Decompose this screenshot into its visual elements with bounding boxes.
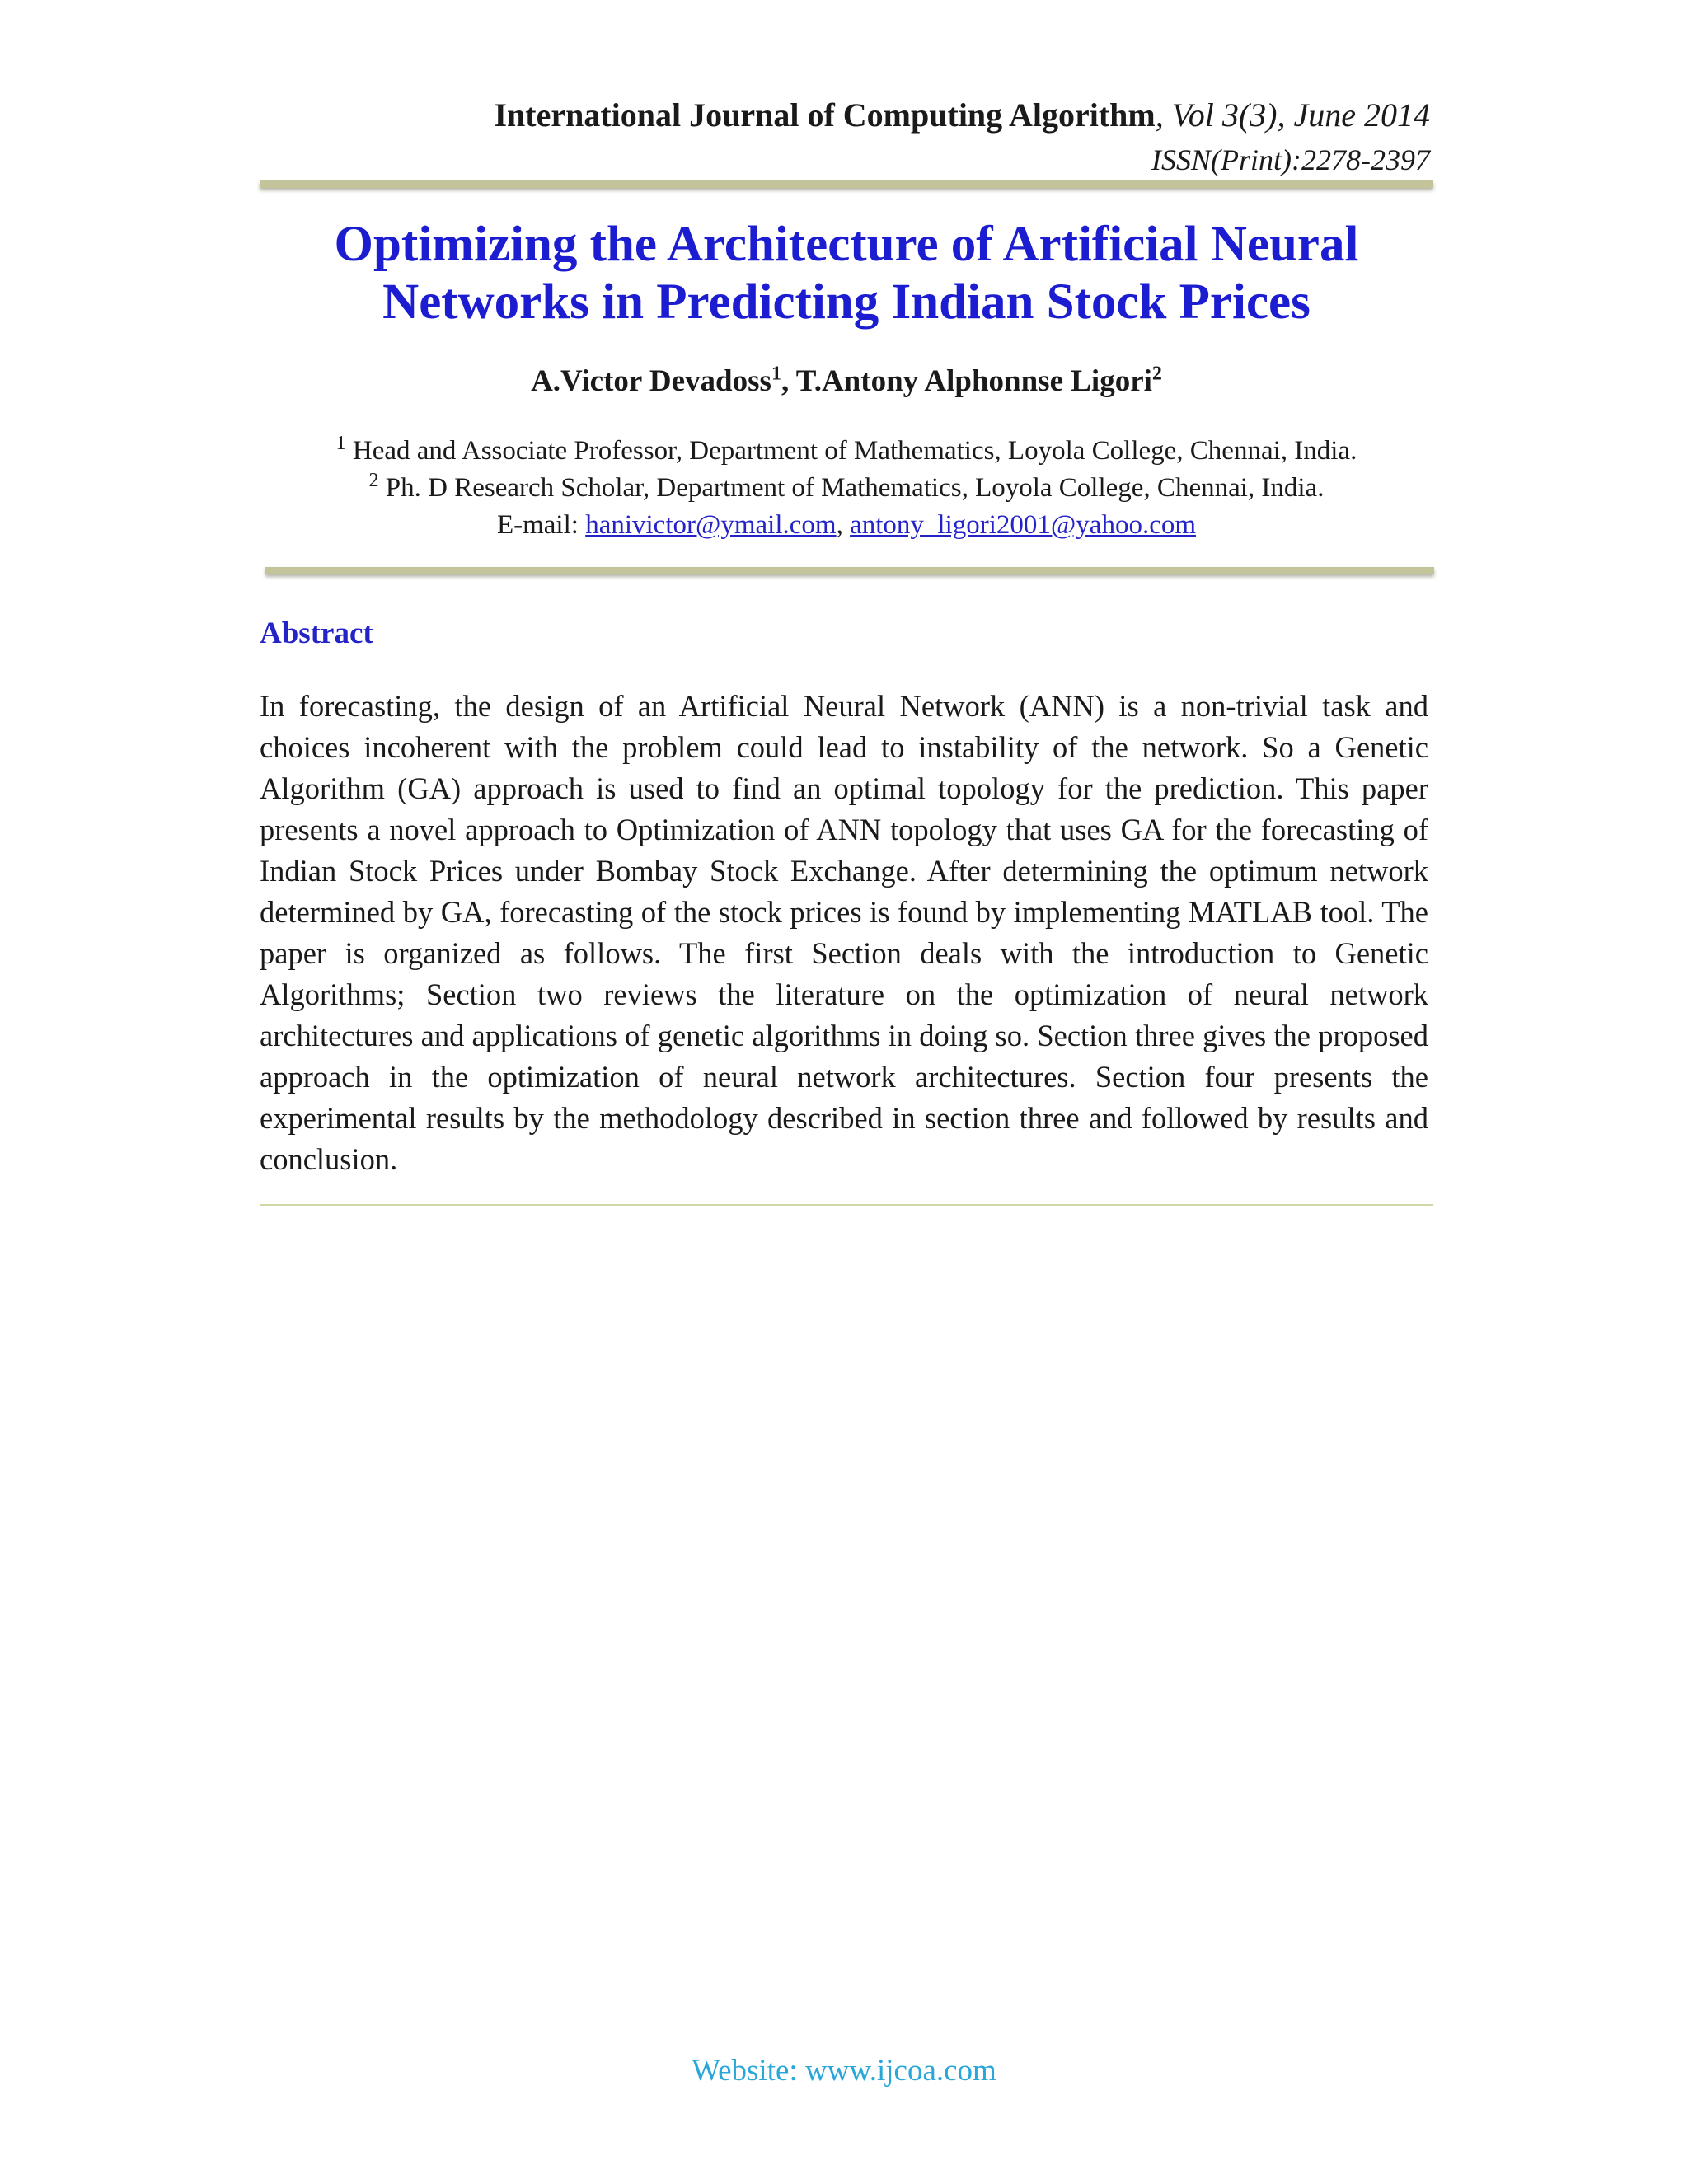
affiliation-block [260, 433, 1433, 544]
title-line-2: Networks in Predicting Indian Stock Prices [382, 274, 1311, 330]
author-1: A.Victor Devadoss [531, 364, 771, 398]
journal-name: International Journal of Computing Algorithm [494, 96, 1156, 134]
email-link-1[interactable]: hanivictor@ymail.com [585, 510, 837, 540]
author-list [260, 361, 1433, 402]
affiliation-1 [260, 433, 1433, 470]
author-2-affil-mark: 2 [1151, 363, 1162, 385]
affiliation-2 [260, 470, 1433, 507]
header-divider [260, 180, 1433, 188]
affiliation-2-mark: 2 [368, 470, 379, 491]
footer-website: Website: www.ijcoa.com [692, 2054, 996, 2088]
author-2: T.Antony Alphonnse Ligori [795, 364, 1152, 398]
email-link-2[interactable]: antony_ligori2001@yahoo.com [850, 510, 1197, 540]
journal-citation [260, 92, 1430, 138]
title-block [260, 216, 1433, 331]
journal-header [260, 92, 1430, 181]
abstract-heading: Abstract [260, 616, 373, 650]
abstract-divider [260, 1204, 1433, 1206]
paper-title [260, 216, 1433, 331]
email-label: E-mail: [496, 510, 586, 540]
affiliation-1-mark: 1 [335, 433, 346, 454]
title-line-1: Optimizing the Architecture of Artificial Neural [334, 217, 1359, 272]
journal-volume: , Vol 3(3), June 2014 [1155, 96, 1430, 134]
author-1-affil-mark: 1 [771, 363, 781, 385]
affiliation-2-text: Ph. D Research Scholar, Department of Mathematics, Loyola College, Chennai, India. [378, 473, 1325, 503]
author-divider [265, 567, 1434, 574]
abstract-body: In forecasting, the design of an Artificial Neural Network (ANN) is a non-trivial task and choices incoherent with the problem could lead to instability of the network. So a Genetic Algorithm (GA) approach is used to find an optimal topology for the prediction. This paper presents a novel approach to Optimization of ANN topology that uses GA for the forecasting of Indian Stock Prices under Bombay Stock Exchange. After determining the optimum network determined by GA, forecasting of the stock prices is found by implementing MATLAB tool. The paper is organized as follows. The first Section deals with the introduction to Genetic Algorithms; Section two reviews the literature on the optimization of neural network architectures and applications of genetic algorithms in doing so. Section three gives the proposed approach in the optimization of neural network architectures. Section four presents the experimental results by the methodology described in section three and followed by results and conclusion. [260, 689, 1428, 1176]
affiliation-1-text: Head and Associate Professor, Department of Mathematics, Loyola College, Chennai, India. [345, 436, 1357, 466]
email-separator: , [836, 510, 851, 540]
journal-issn: ISSN(Print):2278-2397 [1151, 143, 1430, 176]
email-line [260, 507, 1433, 544]
author-separator: , [781, 364, 796, 398]
